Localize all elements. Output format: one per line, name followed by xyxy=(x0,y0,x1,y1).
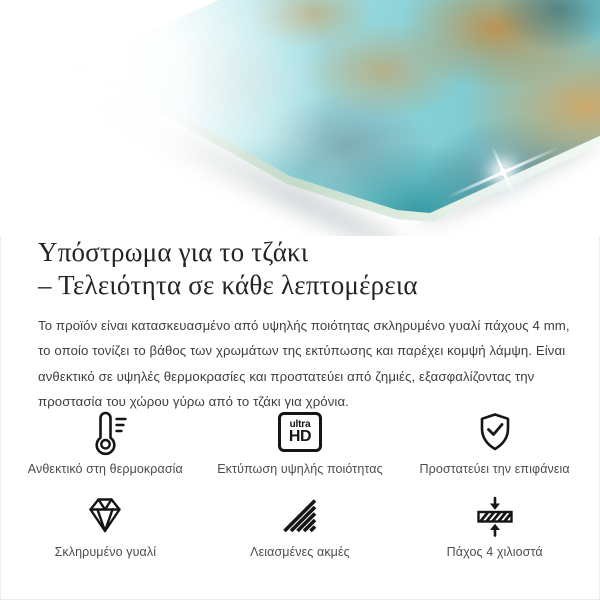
title-line-1: Υπόστρωμα για το τζάκι xyxy=(38,237,309,267)
feature-print-quality xyxy=(203,407,398,476)
feature-temperature xyxy=(8,407,203,476)
diamond-icon xyxy=(81,490,129,540)
polished-edges-icon xyxy=(276,490,324,540)
feature-label: Σκληρυμένο γυαλί xyxy=(54,544,157,559)
sparkle-core xyxy=(498,167,508,177)
shield-check-icon xyxy=(471,407,519,457)
feature-label: Πάχος 4 χιλιοστά xyxy=(446,544,543,559)
feature-thickness xyxy=(397,490,592,559)
feature-label: Προστατεύει την επιφάνεια xyxy=(419,461,570,476)
thickness-icon xyxy=(471,490,519,540)
description-line: Το προϊόν είναι κατασκευασμένο από υψηλής ποιότητας σκληρυμένο γυαλί πάχους 4 mm, xyxy=(38,318,570,333)
product-description xyxy=(38,313,570,415)
feature-label: Λειασμένες ακμές xyxy=(250,544,350,559)
ultra-hd-icon-text-top: ultra xyxy=(289,418,311,430)
thermometer-icon xyxy=(81,407,129,457)
hero-product-photo xyxy=(0,0,600,236)
feature-label: Ανθεκτικό στη θερμοκρασία xyxy=(27,461,183,476)
title-line-2: – Τελειότητα σε κάθε λεπτομέρεια xyxy=(38,270,418,300)
ultra-hd-icon-text-bottom: HD xyxy=(288,427,312,445)
description-section xyxy=(0,236,600,559)
page-title xyxy=(38,236,562,302)
feature-polished-edges xyxy=(203,490,398,559)
feature-label: Εκτύπωση υψηλής ποιότητας xyxy=(217,461,383,476)
feature-surface-protection xyxy=(397,407,592,476)
feature-tempered-glass xyxy=(8,490,203,559)
description-line: το οποίο τονίζει το βάθος των χρωμάτων της εκτύπωσης και παρέχει κομψή λάμψη. Είναι xyxy=(38,343,566,359)
feature-grid xyxy=(8,407,592,559)
ultra-hd-icon xyxy=(278,407,322,457)
description-line: ανθεκτικό σε υψηλές θερμοκρασίες και προστατεύει από ζημιές, εξασφαλίζοντας την xyxy=(38,368,535,384)
description-line: προστασία του χώρου γύρω από το τζάκι για χρόνια. xyxy=(38,394,349,410)
